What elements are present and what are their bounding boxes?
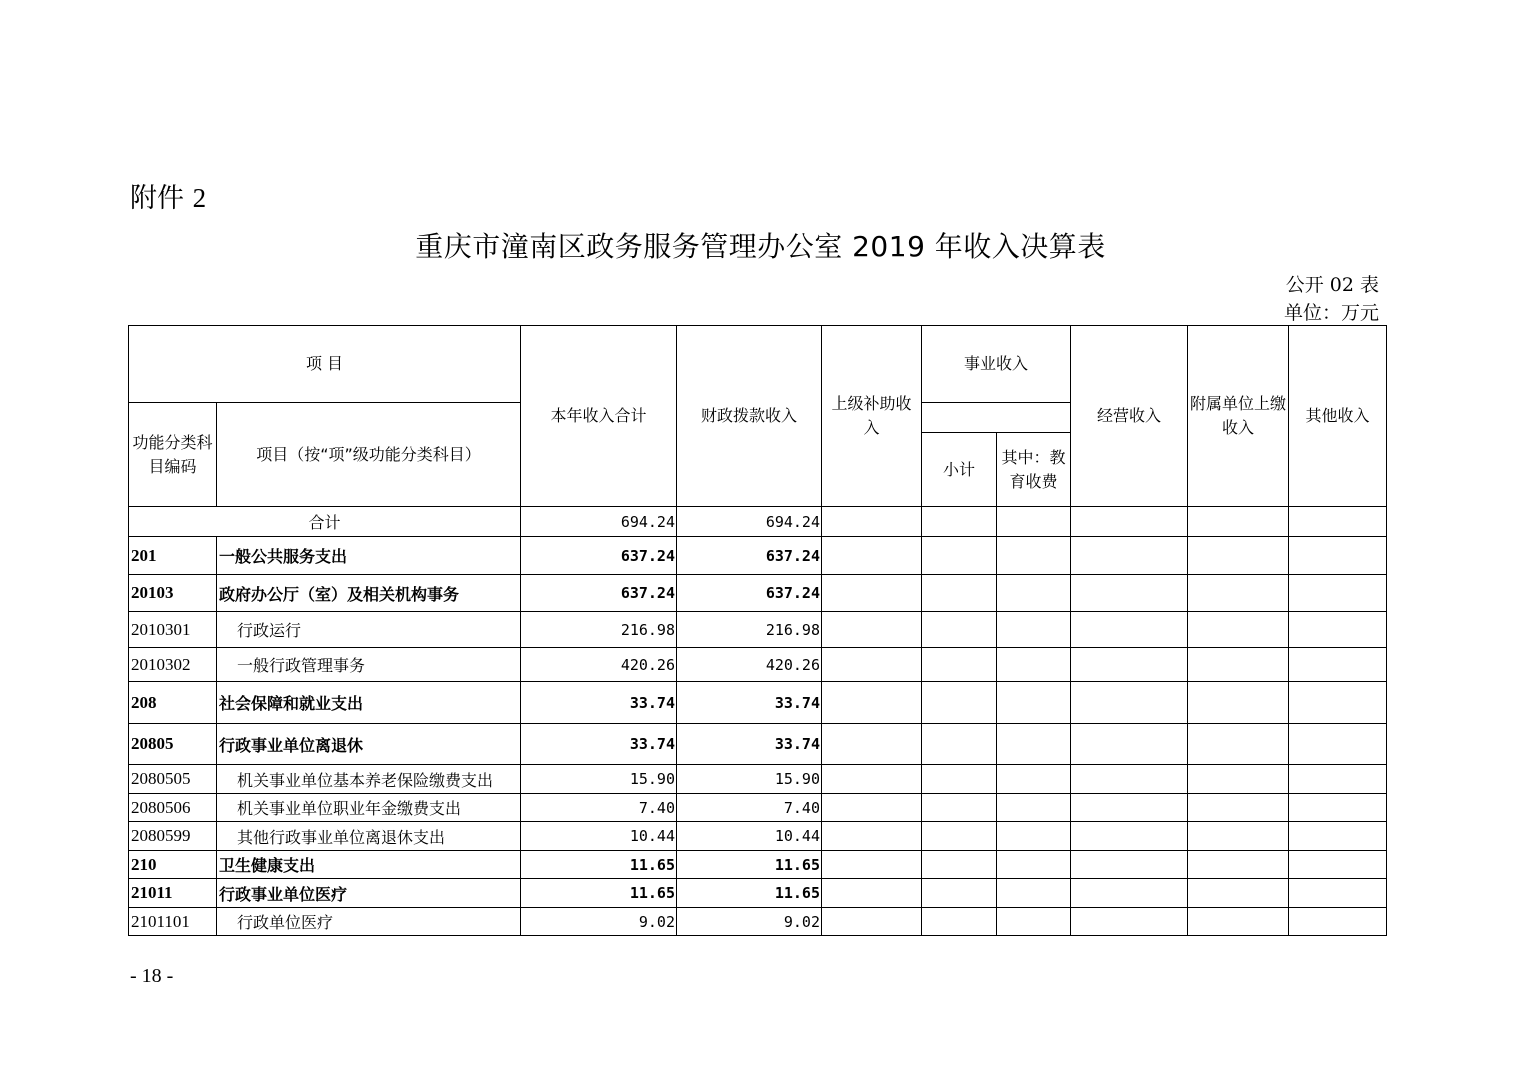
empty-cell	[822, 794, 922, 822]
row-name: 卫生健康支出	[217, 851, 521, 879]
row-fiscal: 33.74	[677, 682, 822, 724]
empty-cell	[1289, 682, 1387, 724]
income-table	[128, 325, 1387, 936]
empty-cell	[1071, 851, 1188, 879]
header-project: 项 目	[129, 326, 521, 403]
table-row	[129, 575, 1387, 612]
row-fiscal: 33.74	[677, 724, 822, 765]
table-row	[129, 724, 1387, 765]
empty-cell	[997, 575, 1071, 612]
empty-cell	[922, 765, 997, 794]
empty-cell	[1071, 822, 1188, 851]
table-row	[129, 908, 1387, 936]
empty-cell	[822, 908, 922, 936]
row-total-income: 10.44	[521, 822, 677, 851]
row-total-income: 7.40	[521, 794, 677, 822]
empty-cell	[1188, 648, 1289, 682]
row-code: 208	[129, 682, 217, 724]
empty-cell	[1188, 724, 1289, 765]
row-name: 机关事业单位基本养老保险缴费支出	[217, 765, 521, 794]
empty-cell	[822, 682, 922, 724]
empty-cell	[997, 822, 1071, 851]
empty-cell	[1188, 507, 1289, 537]
empty-cell	[1071, 682, 1188, 724]
empty-cell	[1188, 682, 1289, 724]
row-fiscal: 420.26	[677, 648, 822, 682]
table-row	[129, 794, 1387, 822]
empty-cell	[922, 575, 997, 612]
empty-cell	[922, 879, 997, 908]
table-row	[129, 822, 1387, 851]
row-total-income: 33.74	[521, 724, 677, 765]
row-total-income: 420.26	[521, 648, 677, 682]
empty-cell	[997, 851, 1071, 879]
row-code: 2010302	[129, 648, 217, 682]
unit-label: 单位：万元	[1283, 302, 1379, 324]
empty-cell	[922, 724, 997, 765]
empty-cell	[1071, 765, 1188, 794]
row-fiscal: 637.24	[677, 575, 822, 612]
row-fiscal: 15.90	[677, 765, 822, 794]
empty-cell	[997, 612, 1071, 648]
empty-cell	[1071, 908, 1188, 936]
form-number: 公开 02 表	[1285, 274, 1379, 296]
row-fiscal: 9.02	[677, 908, 822, 936]
row-code: 2080599	[129, 822, 217, 851]
row-fiscal: 10.44	[677, 822, 822, 851]
empty-cell	[822, 507, 922, 537]
header-other: 其他收入	[1289, 326, 1387, 507]
empty-cell	[822, 765, 922, 794]
empty-cell	[822, 575, 922, 612]
empty-cell	[1188, 575, 1289, 612]
row-code: 2080506	[129, 794, 217, 822]
empty-cell	[997, 765, 1071, 794]
empty-cell	[922, 648, 997, 682]
total-label: 合计	[129, 507, 521, 537]
empty-cell	[1188, 908, 1289, 936]
empty-cell	[822, 822, 922, 851]
row-total-income: 216.98	[521, 612, 677, 648]
empty-cell	[997, 648, 1071, 682]
empty-cell	[1289, 908, 1387, 936]
empty-cell	[1188, 537, 1289, 575]
row-name: 其他行政事业单位离退休支出	[217, 822, 521, 851]
empty-cell	[822, 879, 922, 908]
empty-cell	[822, 612, 922, 648]
table-row	[129, 765, 1387, 794]
empty-cell	[997, 724, 1071, 765]
empty-cell	[822, 648, 922, 682]
empty-cell	[1289, 879, 1387, 908]
row-total-income: 11.65	[521, 851, 677, 879]
empty-cell	[922, 537, 997, 575]
table-row	[129, 648, 1387, 682]
empty-cell	[997, 794, 1071, 822]
row-name: 机关事业单位职业年金缴费支出	[217, 794, 521, 822]
row-total-income: 637.24	[521, 537, 677, 575]
row-name: 行政事业单位离退休	[217, 724, 521, 765]
empty-cell	[922, 507, 997, 537]
empty-cell	[1289, 507, 1387, 537]
empty-cell	[922, 851, 997, 879]
row-name: 一般公共服务支出	[217, 537, 521, 575]
empty-cell	[997, 682, 1071, 724]
row-total-income: 11.65	[521, 879, 677, 908]
header-fiscal: 财政拨款收入	[677, 326, 822, 507]
empty-cell	[1188, 822, 1289, 851]
table-row	[129, 851, 1387, 879]
total-fiscal-value: 694.24	[677, 507, 822, 537]
empty-cell	[1071, 575, 1188, 612]
row-code: 201	[129, 537, 217, 575]
empty-cell	[1071, 879, 1188, 908]
empty-cell	[1188, 612, 1289, 648]
header-education-fee: 其中：教育收费	[997, 433, 1071, 507]
table-row	[129, 537, 1387, 575]
row-name: 行政单位医疗	[217, 908, 521, 936]
row-code: 2010301	[129, 612, 217, 648]
row-name: 社会保障和就业支出	[217, 682, 521, 724]
row-code: 21011	[129, 879, 217, 908]
header-affiliated: 附属单位上缴收入	[1188, 326, 1289, 507]
row-fiscal: 637.24	[677, 537, 822, 575]
empty-cell	[922, 612, 997, 648]
empty-cell	[922, 822, 997, 851]
empty-cell	[922, 682, 997, 724]
empty-cell	[1289, 765, 1387, 794]
header-subtotal: 小计	[922, 433, 997, 507]
empty-cell	[1289, 724, 1387, 765]
row-name: 政府办公厅（室）及相关机构事务	[217, 575, 521, 612]
empty-cell	[922, 794, 997, 822]
table-row	[129, 682, 1387, 724]
row-total-income: 33.74	[521, 682, 677, 724]
page-number: - 18 -	[130, 965, 174, 987]
header-item: 项目（按“项”级功能分类科目）	[217, 403, 521, 507]
empty-cell	[1071, 537, 1188, 575]
row-total-income: 15.90	[521, 765, 677, 794]
header-code: 功能分类科目编码	[129, 403, 217, 507]
row-code: 2080505	[129, 765, 217, 794]
page-title: 重庆市潼南区政务服务管理办公室 2019 年收入决算表	[415, 230, 1106, 263]
empty-cell	[997, 507, 1071, 537]
header-operating: 经营收入	[1071, 326, 1188, 507]
row-name: 行政运行	[217, 612, 521, 648]
row-code: 210	[129, 851, 217, 879]
total-row	[129, 507, 1387, 537]
attachment-prefix: 附件	[130, 183, 184, 214]
empty-cell	[1289, 612, 1387, 648]
empty-cell	[1289, 648, 1387, 682]
empty-cell	[1071, 648, 1188, 682]
empty-cell	[1188, 851, 1289, 879]
empty-cell	[1188, 879, 1289, 908]
empty-cell	[822, 537, 922, 575]
empty-cell	[1071, 794, 1188, 822]
empty-cell	[997, 537, 1071, 575]
empty-cell	[997, 908, 1071, 936]
empty-cell	[997, 879, 1071, 908]
row-code: 20103	[129, 575, 217, 612]
row-name: 一般行政管理事务	[217, 648, 521, 682]
empty-cell	[1289, 575, 1387, 612]
empty-cell	[1289, 822, 1387, 851]
row-fiscal: 7.40	[677, 794, 822, 822]
table-row	[129, 879, 1387, 908]
empty-cell	[1188, 794, 1289, 822]
empty-cell	[822, 851, 922, 879]
empty-cell	[922, 908, 997, 936]
empty-cell	[1188, 765, 1289, 794]
empty-cell	[1071, 507, 1188, 537]
attachment-number: 2	[192, 183, 207, 213]
row-name: 行政事业单位医疗	[217, 879, 521, 908]
empty-cell	[1071, 724, 1188, 765]
header-total-income: 本年收入合计	[521, 326, 677, 507]
empty-cell	[1289, 851, 1387, 879]
header-business: 事业收入	[922, 326, 1071, 403]
empty-cell	[1071, 612, 1188, 648]
total-income-value: 694.24	[521, 507, 677, 537]
row-code: 20805	[129, 724, 217, 765]
table-row	[129, 612, 1387, 648]
row-code: 2101101	[129, 908, 217, 936]
row-fiscal: 11.65	[677, 879, 822, 908]
empty-cell	[822, 724, 922, 765]
empty-cell	[1289, 794, 1387, 822]
row-fiscal: 11.65	[677, 851, 822, 879]
attachment-label	[130, 176, 206, 215]
row-fiscal: 216.98	[677, 612, 822, 648]
empty-cell	[1289, 537, 1387, 575]
header-superior-subsidy: 上级补助收入	[822, 326, 922, 507]
row-total-income: 9.02	[521, 908, 677, 936]
row-total-income: 637.24	[521, 575, 677, 612]
